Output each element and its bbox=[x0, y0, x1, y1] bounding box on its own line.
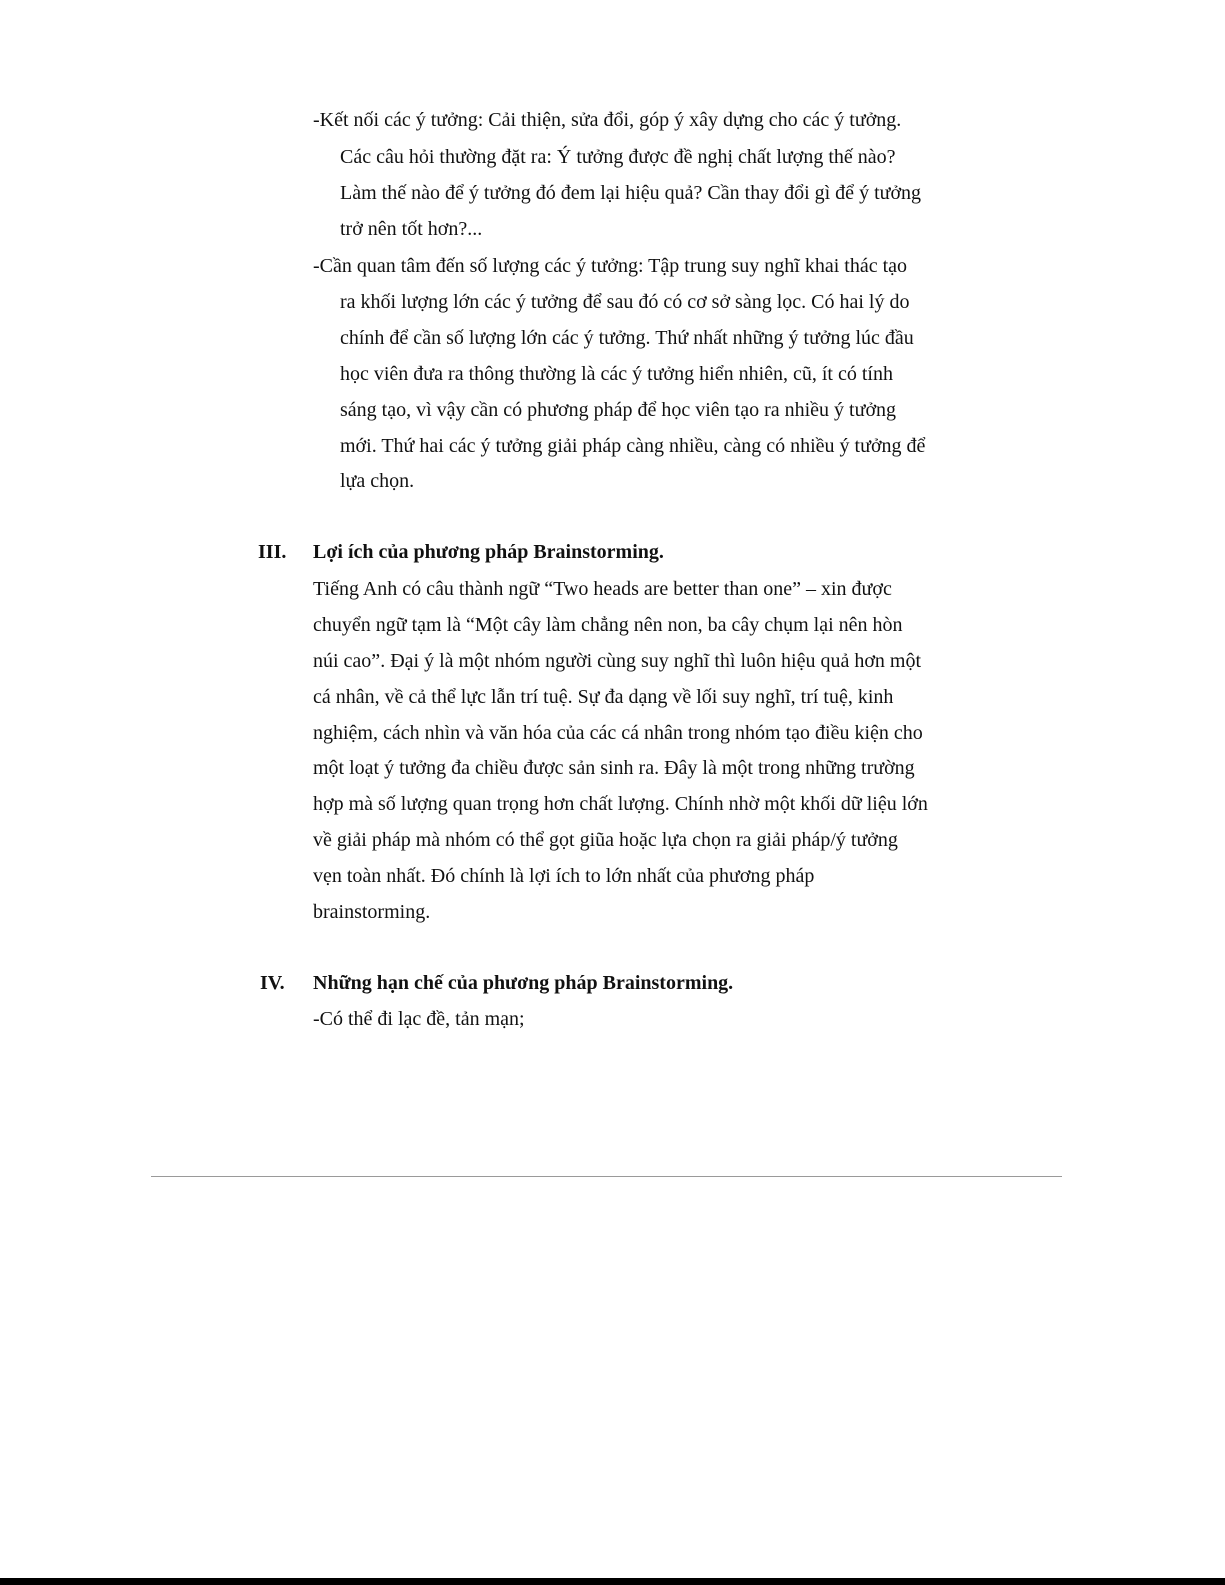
section-3-line-5: nghiệm, cách nhìn và văn hóa của các cá nhân trong nhóm tạo điều kiện cho bbox=[313, 722, 923, 744]
bullet-2-line-2: ra khối lượng lớn các ý tưởng để sau đó có cơ sở sàng lọc. Có hai lý do bbox=[340, 291, 910, 313]
section-3-line-7: hợp mà số lượng quan trọng hơn chất lượng. Chính nhờ một khối dữ liệu lớn bbox=[313, 793, 928, 815]
section-3-line-10: brainstorming. bbox=[313, 901, 431, 923]
page-bottom-edge bbox=[0, 1578, 1225, 1585]
bullet-2-line-6: mới. Thứ hai các ý tưởng giải pháp càng nhiều, càng có nhiều ý tưởng để bbox=[340, 435, 926, 457]
section-3-line-3: núi cao”. Đại ý là một nhóm người cùng suy nghĩ thì luôn hiệu quả hơn một bbox=[313, 650, 922, 672]
bullet-2-line-7: lựa chọn. bbox=[340, 470, 415, 492]
section-4-line-1: -Có thể đi lạc đề, tản mạn; bbox=[313, 1008, 525, 1030]
section-3-line-8: về giải pháp mà nhóm có thể gọt giũa hoặc lựa chọn ra giải pháp/ý tưởng bbox=[313, 829, 898, 851]
section-4-number: IV. bbox=[260, 972, 285, 994]
bullet-2-line-5: sáng tạo, vì vậy cần có phương pháp để học viên tạo ra nhiều ý tưởng bbox=[340, 399, 897, 421]
section-3-line-6: một loạt ý tưởng đa chiều được sản sinh ra. Đây là một trong những trường bbox=[313, 757, 915, 779]
bullet-1-line-4: trở nên tốt hơn?... bbox=[340, 218, 483, 240]
bullet-1-line-1: -Kết nối các ý tưởng: Cải thiện, sửa đổi, góp ý xây dựng cho các ý tưởng. bbox=[313, 109, 902, 131]
bullet-1-line-3: Làm thế nào để ý tưởng đó đem lại hiệu quả? Cần thay đổi gì để ý tưởng bbox=[340, 182, 922, 204]
section-4-title: Những hạn chế của phương pháp Brainstorming. bbox=[313, 972, 734, 994]
section-3-title: Lợi ích của phương pháp Brainstorming. bbox=[313, 541, 664, 563]
section-3-number: III. bbox=[258, 541, 287, 563]
bullet-2-line-3: chính để cần số lượng lớn các ý tưởng. Thứ nhất những ý tưởng lúc đầu bbox=[340, 327, 914, 349]
section-3-line-1: Tiếng Anh có câu thành ngữ “Two heads are better than one” – xin được bbox=[313, 578, 892, 600]
section-3-line-9: vẹn toàn nhất. Đó chính là lợi ích to lớn nhất của phương pháp bbox=[313, 865, 815, 887]
footer-divider bbox=[151, 1176, 1062, 1177]
bullet-1-line-2: Các câu hỏi thường đặt ra: Ý tưởng được đề nghị chất lượng thế nào? bbox=[340, 146, 896, 168]
bullet-2-line-1: -Cần quan tâm đến số lượng các ý tưởng: Tập trung suy nghĩ khai thác tạo bbox=[313, 255, 908, 277]
section-3-line-2: chuyển ngữ tạm là “Một cây làm chẳng nên non, ba cây chụm lại nên hòn bbox=[313, 614, 903, 636]
section-3-line-4: cá nhân, về cả thể lực lẫn trí tuệ. Sự đa dạng về lối suy nghĩ, trí tuệ, kinh bbox=[313, 686, 894, 708]
bullet-2-line-4: học viên đưa ra thông thường là các ý tưởng hiển nhiên, cũ, ít có tính bbox=[340, 363, 893, 385]
